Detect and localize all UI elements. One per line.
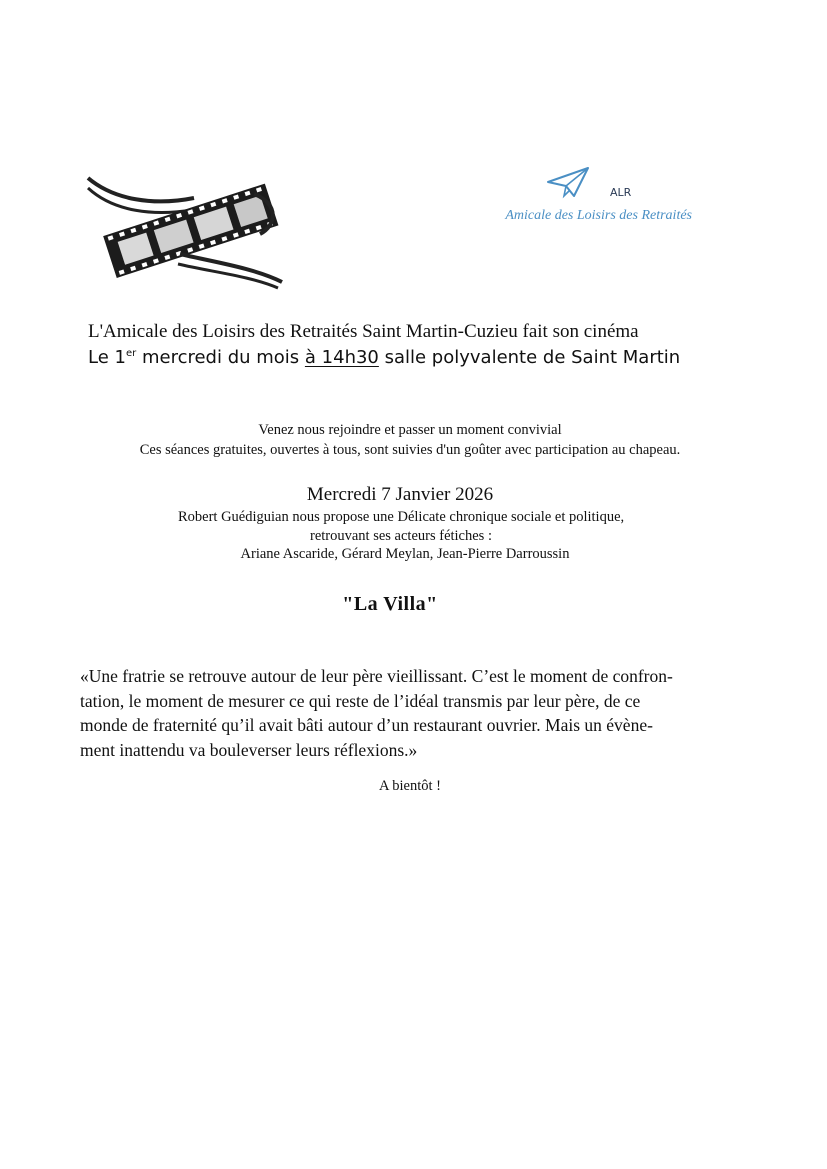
intro-line-2: Ces séances gratuites, ouvertes à tous, sont suivies d'un goûter avec participation au chapeau.	[139, 442, 681, 458]
synopsis-line-2: tation, le moment de mesurer ce qui reste de l’idéal transmis par leur père, de ce	[80, 690, 641, 711]
alr-logo	[505, 162, 700, 240]
synopsis	[80, 664, 740, 762]
schedule-line	[88, 347, 788, 368]
schedule-ordinal: er	[125, 348, 137, 359]
session-description-line-1: Robert Guédiguian nous propose une Délicate chronique sociale et politique,	[178, 509, 625, 525]
session-description-line-3: Ariane Ascaride, Gérard Meylan, Jean-Pierre Darroussin	[240, 546, 570, 562]
session-description-line-2: retrouvant ses acteurs fétiches :	[310, 528, 492, 544]
synopsis-line-3: monde de fraternité qu’il avait bâti autour d’un restaurant ouvrier. Mais un évène-	[80, 715, 653, 735]
synopsis-line-1: «Une fratrie se retrouve autour de leur père vieillissant. C’est le moment de confron-	[80, 666, 673, 686]
logo-acronym: ALR	[610, 186, 632, 199]
schedule-prefix: Le 1	[88, 347, 126, 368]
paper-plane-icon	[546, 166, 590, 200]
film-strip-icon	[84, 170, 290, 290]
closing-text: A bientôt !	[378, 778, 442, 794]
schedule-middle: mercredi du mois	[136, 347, 305, 368]
synopsis-line-4: ment inattendu va bouleverser leurs réflexions.»	[80, 739, 418, 760]
page-title: L'Amicale des Loisirs des Retraités Saint Martin-Cuzieu fait son cinéma	[88, 321, 639, 342]
logo-name: Amicale des Loisirs des Retraités	[505, 208, 692, 223]
film-title: "La Villa"	[342, 593, 438, 615]
intro-line-1: Venez nous rejoindre et passer un moment convivial	[258, 422, 562, 438]
session-date: Mercredi 7 Janvier 2026	[306, 484, 494, 505]
schedule-time: à 14h30	[304, 347, 379, 368]
schedule-suffix: salle polyvalente de Saint Martin	[378, 347, 681, 368]
